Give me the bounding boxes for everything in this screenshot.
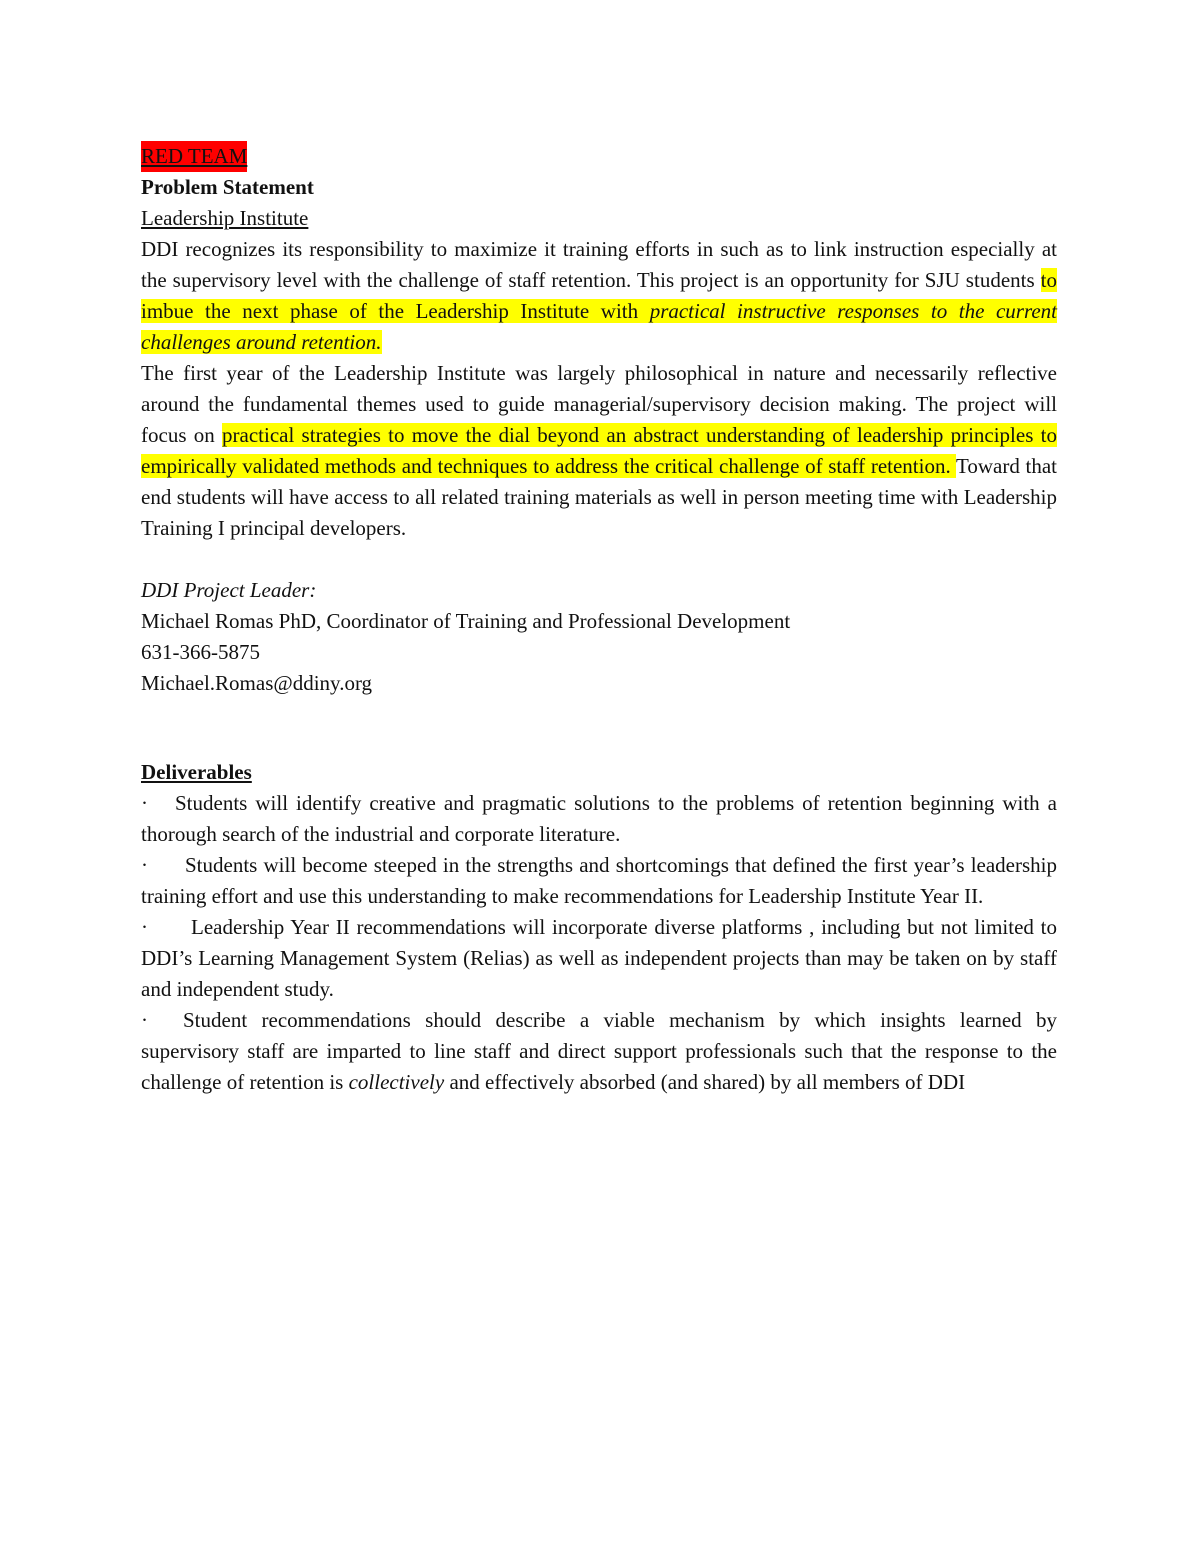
spacer — [141, 544, 1057, 575]
section-title: Problem Statement — [141, 175, 314, 199]
spacer — [141, 699, 1057, 757]
contact-phone: 631-366-5875 — [141, 640, 260, 664]
team-label: RED TEAM — [141, 141, 247, 172]
deliverables-title: Deliverables — [141, 760, 252, 784]
deliverable-item-emphasis: collectively — [348, 1070, 445, 1094]
problem-p2-highlight: practical strategies to move the dial beyond an abstract understanding of leadership principles to empirically validated methods and techniques to address the critical challenge of staff retention. — [141, 423, 1057, 478]
bullet-icon: · — [141, 1008, 148, 1032]
document-page — [141, 141, 1057, 1098]
deliverable-item-text: Leadership Year II recommendations will incorporate diverse platforms , including but not limited to DDI’s Learning Management System (Relias) as well as independent projects than may be taken on by staff and independent study. — [141, 915, 1057, 1001]
contact-label: DDI Project Leader: — [141, 578, 317, 602]
team-label-line — [141, 141, 1057, 172]
deliverable-item-text: Students will become steeped in the strengths and shortcomings that defined the first year’s leadership training effort and use this understanding to make recommendations for Leadership Institute Year II. — [141, 853, 1057, 908]
contact-name-role: Michael Romas PhD, Coordinator of Training and Professional Development — [141, 609, 791, 633]
deliverable-item-3 — [141, 912, 1057, 1005]
bullet-icon: · — [141, 791, 148, 815]
deliverable-item-text-end: and effectively absorbed (and shared) by all members of DDI — [444, 1070, 966, 1094]
problem-p2-text-end: Toward that end students will have access to all related training materials as well in person meeting time with Leadership Training I principal developers. — [141, 454, 1057, 540]
problem-p1-highlight: to imbue the next phase of the Leadership Institute with — [141, 268, 1057, 323]
subsection-title: Leadership Institute — [141, 206, 309, 230]
problem-p2-text: The first year of the Leadership Institute was largely philosophical in nature and necessarily reflective around the fundamental themes used to guide managerial/supervisory decision making. The project will focus on — [141, 361, 1057, 447]
deliverable-item-text: Students will identify creative and pragmatic solutions to the problems of retention beginning with a thorough search of the industrial and corporate literature. — [141, 791, 1057, 846]
bullet-icon: · — [141, 853, 148, 877]
deliverable-item-text: Student recommendations should describe a viable mechanism by which insights learned by supervisory staff are imparted to line staff and direct support professionals such that the response to the challenge of retention is — [141, 1008, 1057, 1094]
bullet-icon: · — [141, 915, 148, 939]
problem-paragraph-1 — [141, 234, 1057, 358]
contact-email: Michael.Romas@ddiny.org — [141, 671, 373, 695]
deliverable-item-2 — [141, 850, 1057, 912]
deliverable-item-1 — [141, 788, 1057, 850]
problem-p1-text: DDI recognizes its responsibility to maximize it training efforts in such as to link instruction especially at the supervisory level with the challenge of staff retention. This project is an opportunity for SJU students — [141, 237, 1057, 292]
deliverable-item-4 — [141, 1005, 1057, 1098]
problem-p1-highlight-italic: practical instructive responses to the current challenges around retention. — [141, 299, 1057, 354]
problem-paragraph-2 — [141, 358, 1057, 544]
